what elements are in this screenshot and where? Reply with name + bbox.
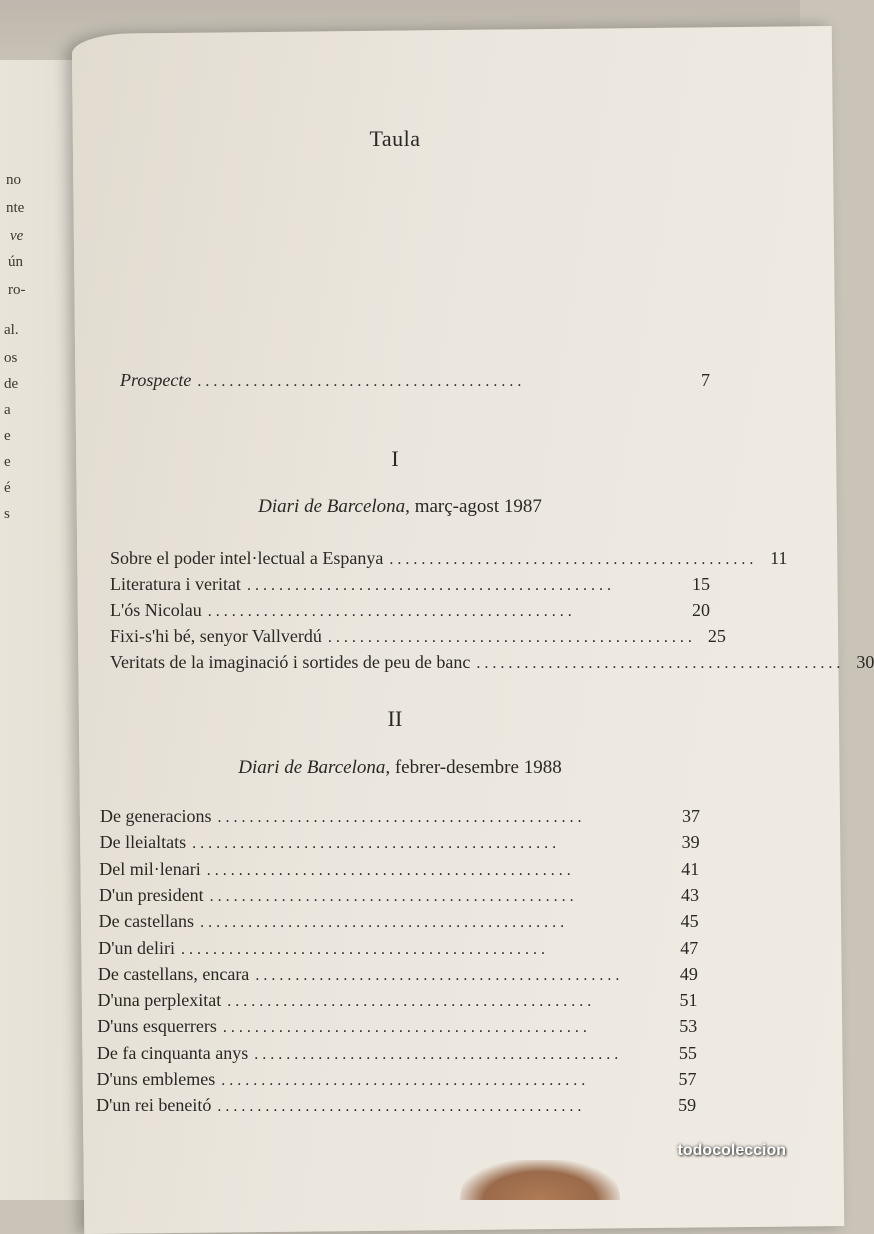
toc-entry-label: De castellans, encara [97,963,250,984]
section-heading [0,757,800,779]
section-numeral: I [391,446,399,471]
toc-entry-page: 15 [692,574,710,594]
toc-entry [110,626,726,652]
toc-entry-page: 41 [681,858,700,879]
dot-leader: . . . . . . . . . . . . . . . . . . . . . . . . . . . . . . . . . . . . . . . . . . . . . . [217,1098,582,1116]
toc-entry-label: D'uns esquerrers [97,1016,217,1037]
left-page-fragment: nte [6,200,25,216]
dot-leader: . . . . . . . . . . . . . . . . . . . . . . . . . . . . . . . . . . . . . . . . . . . . . . [227,993,592,1011]
toc-entry [97,1016,697,1042]
left-page-fragment: os [4,350,18,366]
toc-entry-page: 59 [678,1095,697,1116]
section-heading-italic: Diari de Barcelona, [238,757,391,778]
toc-entry [97,1069,697,1095]
dot-leader: . . . . . . . . . . . . . . . . . . . . . . . . . . . . . . . . . . . . . . . . . . . . . . [192,835,557,853]
dot-leader: . . . . . . . . . . . . . . . . . . . . . . . . . . . . . . . . . . . . . . . . . . . . . . [207,603,572,620]
toc-entry [96,1095,696,1121]
section-heading-italic: Diari de Barcelona, [258,496,410,517]
toc-entry-label: Del mil·lenari [99,858,201,879]
left-page-fragment: e [4,454,11,470]
toc-entry [110,652,874,678]
dot-leader: . . . . . . . . . . . . . . . . . . . . . . . . . . . . . . . . . . . . . . . . . . . . . . [327,629,692,646]
left-page-fragment: de [4,376,19,392]
toc-entry-label: Fixi-s'hi bé, senyor Vallverdú [110,626,322,646]
toc-entry [110,548,788,574]
toc-entry [98,938,698,964]
toc-entry-label: Sobre el poder intel·lectual a Espanya [110,548,384,568]
toc-entry-page: 55 [678,1042,697,1063]
toc-entry-page: 30 [856,652,874,672]
toc-entry-page: 11 [770,548,788,568]
left-page-fragment: ve [10,228,24,244]
toc-entry-page: 25 [707,626,726,646]
toc-entry-label: De fa cinquanta anys [96,1042,249,1063]
dot-leader: . . . . . . . . . . . . . . . . . . . . . . . . . . . . . . . . . . . . . . . . . . . . . . [254,1045,619,1063]
toc-entry-prospecte [120,370,710,396]
toc-entry-page: 45 [680,911,699,932]
toc-entry-page: 47 [680,937,699,958]
toc-entry-page: 7 [701,370,710,390]
dot-leader: . . . . . . . . . . . . . . . . . . . . . . . . . . . . . . . . . . . . . . . . . . . . . . [222,1019,587,1037]
toc-entry [99,859,699,885]
left-page-fragment: e [4,428,11,444]
toc-entry-label: De generacions [100,806,212,826]
toc-entry [110,574,710,600]
toc-entry-page: 57 [678,1069,697,1089]
toc-entry-label: Veritats de la imaginació i sortides de peu de banc [110,652,471,672]
thumb [460,1160,620,1200]
section-numeral: II [387,706,403,731]
toc-entry [98,990,698,1016]
dot-leader: . . . . . . . . . . . . . . . . . . . . . . . . . . . . . . . . . . . . . . . . . . . . . . [217,809,582,826]
left-page-fragment: ro- [8,282,26,298]
dot-leader: . . . . . . . . . . . . . . . . . . . . . . . . . . . . . . . . . . . . . . . . . . . . . . [246,577,611,594]
left-page-fragment: a [4,402,11,418]
page-title: Taula [369,126,421,151]
toc-entry-label: D'una perplexitat [97,990,222,1011]
toc-entry-label: Literatura i veritat [110,574,241,594]
toc-entry-label: D'un rei beneitó [96,1095,212,1116]
toc-entry-label: D'uns emblemes [96,1069,216,1089]
toc-entry-page: 51 [679,990,698,1011]
left-page-fragment: ún [8,254,23,270]
toc-entry-label: L'ós Nicolau [110,600,202,620]
toc-entry-page: 43 [680,884,699,905]
section-heading-dates: febrer-desembre 1988 [390,757,562,778]
toc-entry-page: 20 [692,600,710,620]
dot-leader: . . . . . . . . . . . . . . . . . . . . . . . . . . . . . . . . . . . . . . . . . . . . . . [476,655,841,672]
toc-entry [100,832,700,858]
dot-leader: . . . . . . . . . . . . . . . . . . . . . . . . . . . . . . . . . . . . . . . . . . . . . . [255,966,620,984]
toc-entry [100,806,700,832]
toc-entry [99,885,699,911]
left-page-fragment: no [6,172,21,188]
dot-leader: . . . . . . . . . . . . . . . . . . . . . . . . . . . . . . . . . . . . . . . . . . . . . . [389,551,754,568]
section-heading [0,496,800,518]
toc-entry-label: De castellans [98,911,195,932]
left-page-fragment: al. [4,322,19,338]
left-page-fragment: s [4,506,10,522]
toc-entry [110,600,710,626]
toc-entry-page: 49 [679,963,698,984]
toc-entry [97,1043,697,1069]
toc-entry-label: De lleialtats [99,832,187,853]
toc-entry-page: 53 [679,1016,698,1037]
dot-leader: . . . . . . . . . . . . . . . . . . . . . . . . . . . . . . . . . . . . . . . . . . . . . . [180,940,545,958]
toc-entry-page: 37 [682,806,700,826]
toc-entry-label: Prospecte [120,370,192,390]
dot-leader: . . . . . . . . . . . . . . . . . . . . . . . . . . . . . . . . . . . . . . . . . . . . . . [221,1072,586,1089]
dot-leader: . . . . . . . . . . . . . . . . . . . . . . . . . . . . . . . . . . . . . . . . . . . . . . [209,887,574,905]
dot-leader: . . . . . . . . . . . . . . . . . . . . . . . . . . . . . . . . . . . . . . . . . . . . . . [200,914,565,932]
left-page-fragment: é [4,480,11,496]
toc-entry [98,964,698,990]
toc-entry [99,911,699,937]
toc-entry-page: 39 [681,832,700,853]
dot-leader: . . . . . . . . . . . . . . . . . . . . . . . . . . . . . . . . . . . . . . . . . [197,373,522,390]
section-heading-dates: març-agost 1987 [409,496,542,517]
watermark: todocoleccion [677,1142,786,1159]
dot-leader: . . . . . . . . . . . . . . . . . . . . . . . . . . . . . . . . . . . . . . . . . . . . . . [206,861,571,879]
toc-entry-label: D'un deliri [98,937,175,958]
toc-entry-label: D'un president [98,884,204,905]
